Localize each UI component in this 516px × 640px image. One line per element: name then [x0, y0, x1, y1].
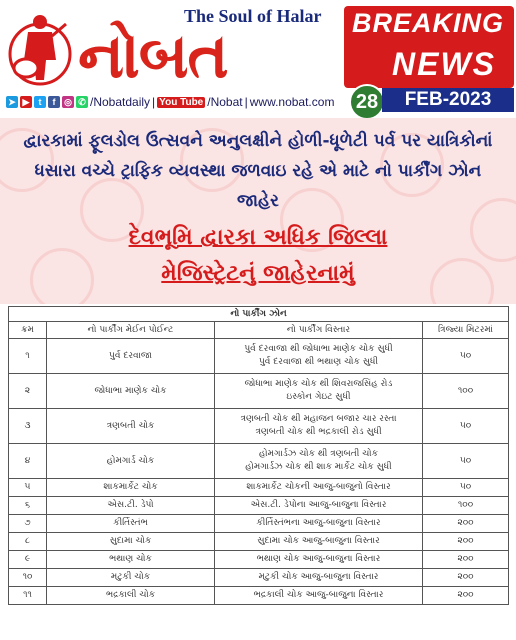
col-header-area: નો પાર્કીંગ વિસ્તાર [215, 322, 423, 339]
table-caption: નો પાર્કીંગ ઝોન [9, 307, 509, 322]
row-radius: ૨૦૦ [423, 551, 509, 569]
youtube-icon[interactable]: You Tube [159, 96, 204, 108]
row-radius: ૫૦ [423, 409, 509, 444]
social-bar: ➤ ▶ t f ◎ ✆ /Nobatdaily | You Tube /Nobat | www.nobat.com [6, 94, 334, 110]
row-serial: ૯ [9, 551, 47, 569]
row-serial: ૭ [9, 515, 47, 533]
table-row [9, 374, 509, 409]
row-area-line-1: ત્રણબતી ચોક થી મહાજન બજાર ચાર રસ્તા [240, 414, 397, 424]
row-area: મટુકી ચોક આજુ-બાજુના વિસ્તાર [215, 569, 423, 587]
table-row [9, 569, 509, 587]
row-point: જોધાભા માણેક ચોક [47, 374, 215, 409]
table-row [9, 587, 509, 605]
newspaper-logo-text: નોબત [78, 19, 228, 92]
row-radius: ૫૦ [423, 479, 509, 497]
tagline: The Soul of Halar [184, 6, 322, 26]
row-point: શાકમાર્કેટ ચોક [47, 479, 215, 497]
row-point: એસ.ટી. ડેપો [47, 497, 215, 515]
breaking-news-box [344, 6, 514, 88]
instagram-icon[interactable]: ◎ [62, 96, 74, 108]
news-label: NEWS [392, 46, 496, 82]
row-point: ભદ્રકાલી ચોક [47, 587, 215, 605]
table-row [9, 497, 509, 515]
row-point: ભથાણ ચોક [47, 551, 215, 569]
row-area-line-2: હોમગાર્ડઝ ચોક થી શાક માર્કેટ ચોક સુધી [245, 462, 392, 472]
row-area [215, 374, 423, 409]
table-row [9, 409, 509, 444]
row-area: ભદ્રકાલી ચોક આજુ-બાજુના વિસ્તાર [215, 587, 423, 605]
table-row [9, 444, 509, 479]
row-serial: ૧૦ [9, 569, 47, 587]
row-area-line-2: ત્રણબતી ચોક થી ભદ્રકાલી રોડ સુધી [255, 427, 382, 437]
row-area-line-1: પુર્વ દરવાજા થી જોધાભા માણેક ચોક સુધી [244, 344, 393, 354]
row-area: કીર્તિસ્તંભના આજુ-બાજુના વિસ્તાર [215, 515, 423, 533]
no-parking-table-container [8, 306, 508, 605]
table-row [9, 533, 509, 551]
row-serial: ૪ [9, 444, 47, 479]
row-area-line-2: ઇસ્કોન ગેઇટ સુધી [286, 392, 351, 402]
row-area: સુદામા ચોક આજુ-બાજુના વિસ્તાર [215, 533, 423, 551]
row-serial: ૬ [9, 497, 47, 515]
subhead-line-2: મેજિસ્ટ્રેટનું જાહેરનામું [161, 261, 355, 286]
whatsapp-icon[interactable]: ✆ [76, 96, 88, 108]
website-link[interactable]: www.nobat.com [249, 95, 335, 109]
row-radius: ૫૦ [423, 339, 509, 374]
breaking-label: BREAKING [352, 8, 505, 38]
subheadline [12, 220, 504, 292]
row-radius: ૨૦૦ [423, 587, 509, 605]
row-serial: ૧૧ [9, 587, 47, 605]
col-header-radius: ત્રિજ્યા મિટરમાં [423, 322, 509, 339]
subhead-line-1: દેવભૂમિ દ્વારકા અધિક જિલ્લા [128, 225, 388, 250]
row-point: મટુકી ચોક [47, 569, 215, 587]
no-parking-table [8, 306, 509, 605]
row-area: એસ.ટી. ડેપોના આજુ-બાજુના વિસ્તાર [215, 497, 423, 515]
row-serial: ૩ [9, 409, 47, 444]
date-month-year: FEB-2023 [382, 88, 514, 112]
row-area [215, 409, 423, 444]
table-row [9, 515, 509, 533]
row-area: શાકમાર્કેટ ચોકની આજુ-બાજુનો વિસ્તાર [215, 479, 423, 497]
telegram-icon[interactable]: ➤ [6, 96, 18, 108]
row-radius: ૨૦૦ [423, 569, 509, 587]
row-area-line-2: પુર્વ દરવાજા થી ભથાણ ચોક સુધી [258, 357, 379, 367]
play-icon[interactable]: ▶ [20, 96, 32, 108]
row-point: ત્રણબતી ચોક [47, 409, 215, 444]
col-header-point: નો પાર્કીંગ મેઈન પોઈન્ટ [47, 322, 215, 339]
col-header-serial: ક્રમ [9, 322, 47, 339]
row-area-line-1: હોમગાર્ડઝ ચોક થી ત્રણબતી ચોક [259, 449, 378, 459]
row-radius: ૨૦૦ [423, 533, 509, 551]
twitter-icon[interactable]: t [34, 96, 46, 108]
table-row [9, 339, 509, 374]
headline: દ્વારકામાં ફૂલડોલ ઉત્સવને અનુલક્ષીને હોળી-ધૂળેટી પર્વ પર યાત્રિકોનાં ધસારા વચ્ચે ટ્રાફિક વ્યવસ્થા જળવાઇ રહે એ માટે નો પાર્કીંગ ઝોન જાહેર [23, 131, 493, 211]
social-handle-daily[interactable]: /Nobatdaily [90, 95, 151, 109]
row-point: હોમગાર્ડ ચોક [47, 444, 215, 479]
row-area-line-1: જોધાભા માણેક ચોક થી શિવરાજસિંહ રોડ [244, 379, 393, 389]
social-handle-nobat[interactable]: /Nobat [207, 95, 243, 109]
date-day: 28 [349, 84, 385, 120]
headline-banner [0, 118, 516, 304]
row-area: ભથાણ ચોક આજુ-બાજુના વિસ્તાર [215, 551, 423, 569]
row-radius: ૧૦૦ [423, 374, 509, 409]
facebook-icon[interactable]: f [48, 96, 60, 108]
row-point: પુર્વ દરવાજા [47, 339, 215, 374]
row-radius: ૧૦૦ [423, 497, 509, 515]
row-serial: ૧ [9, 339, 47, 374]
row-serial: ૮ [9, 533, 47, 551]
table-row [9, 479, 509, 497]
row-area [215, 339, 423, 374]
row-area [215, 444, 423, 479]
row-point: કીર્તિસ્તંભ [47, 515, 215, 533]
row-serial: ૫ [9, 479, 47, 497]
masthead [0, 0, 516, 118]
row-radius: ૫૦ [423, 444, 509, 479]
row-point: સુદામા ચોક [47, 533, 215, 551]
row-radius: ૨૦૦ [423, 515, 509, 533]
row-serial: ૨ [9, 374, 47, 409]
table-row [9, 551, 509, 569]
drummer-logo-icon [6, 8, 74, 90]
